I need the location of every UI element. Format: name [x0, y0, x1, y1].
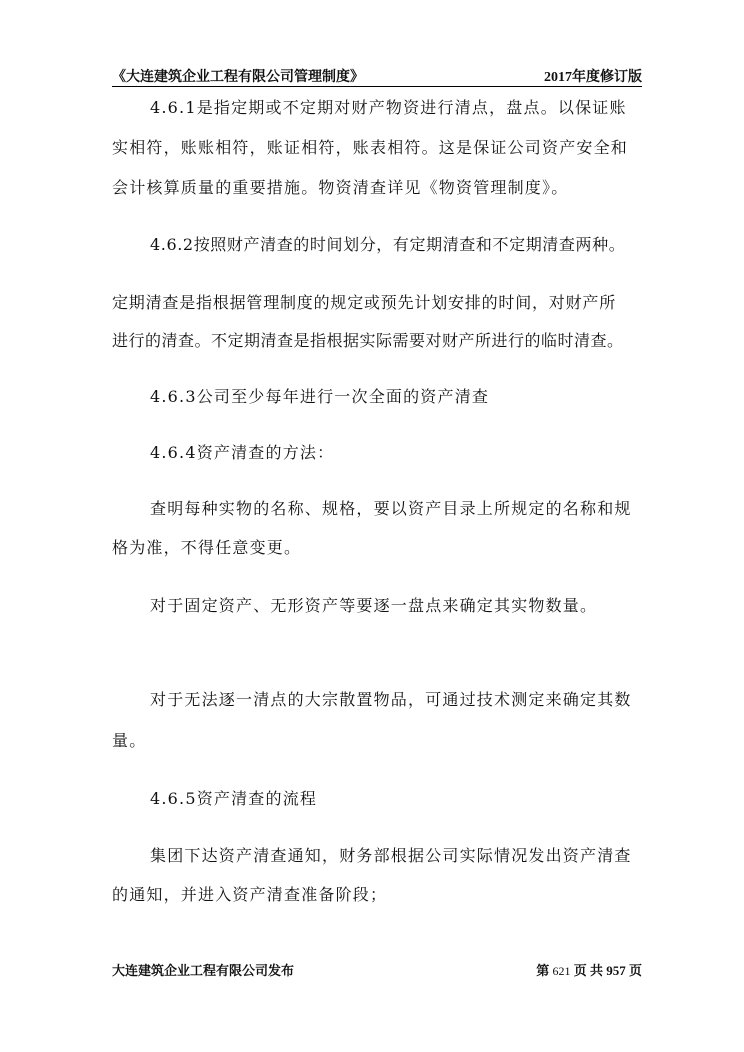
page-footer [112, 960, 642, 982]
paragraph-line: 会计核算质量的重要措施。物资清查详见《物资管理制度》。 [112, 178, 569, 197]
page-header [112, 62, 642, 87]
edition-label: 2017年度修订版 [544, 70, 642, 85]
paragraph-line: 格为准，不得任意变更。 [112, 538, 302, 557]
paragraph-line: 4.6.1是指定期或不定期对财产物资进行清点，盘点。以保证账 [150, 98, 627, 117]
paragraph-line: 量。 [112, 731, 147, 750]
paragraph-line: 对于无法逐一清点的大宗散置物品，可通过技术测定来确定其数 [150, 690, 632, 709]
total-pages: 957 [606, 963, 626, 978]
publisher-label: 大连建筑企业工程有限公司发布 [112, 963, 295, 978]
page-middle: 页 共 [573, 963, 603, 978]
paragraph-line: 集团下达资产清查通知，财务部根据公司实际情况发出资产清查 [150, 846, 632, 865]
page-prefix: 第 [536, 963, 550, 978]
page-number: 621 [552, 964, 571, 978]
paragraph-line: 4.6.2按照财产清查的时间划分，有定期清查和不定期清查两种。 [150, 235, 626, 254]
page-indicator [536, 960, 642, 979]
paragraph-line: 4.6.5资产清查的流程 [150, 789, 318, 808]
paragraph-line: 4.6.3公司至少每年进行一次全面的资产清查 [150, 387, 490, 406]
page-suffix: 页 [628, 963, 642, 978]
paragraph-line: 对于固定资产、无形资产等要逐一盘点来确定其实物数量。 [150, 596, 598, 615]
paragraph-line: 定期清查是指根据管理制度的规定或预先计划安排的时间，对财产所 [112, 293, 617, 312]
paragraph-line: 查明每种实物的名称、规格，要以资产目录上所规定的名称和规 [150, 499, 632, 518]
paragraph-line: 进行的清查。不定期清查是指根据实际需要对财产所进行的临时清查。 [112, 331, 624, 350]
document-title: 《大连建筑企业工程有限公司管理制度》 [112, 70, 364, 85]
paragraph-line: 的通知，并进入资产清查准备阶段； [112, 885, 388, 904]
paragraph-line: 4.6.4资产清查的方法： [150, 443, 335, 462]
paragraph-line: 实相符，账账相符，账证相符，账表相符。这是保证公司资产安全和 [112, 138, 629, 157]
